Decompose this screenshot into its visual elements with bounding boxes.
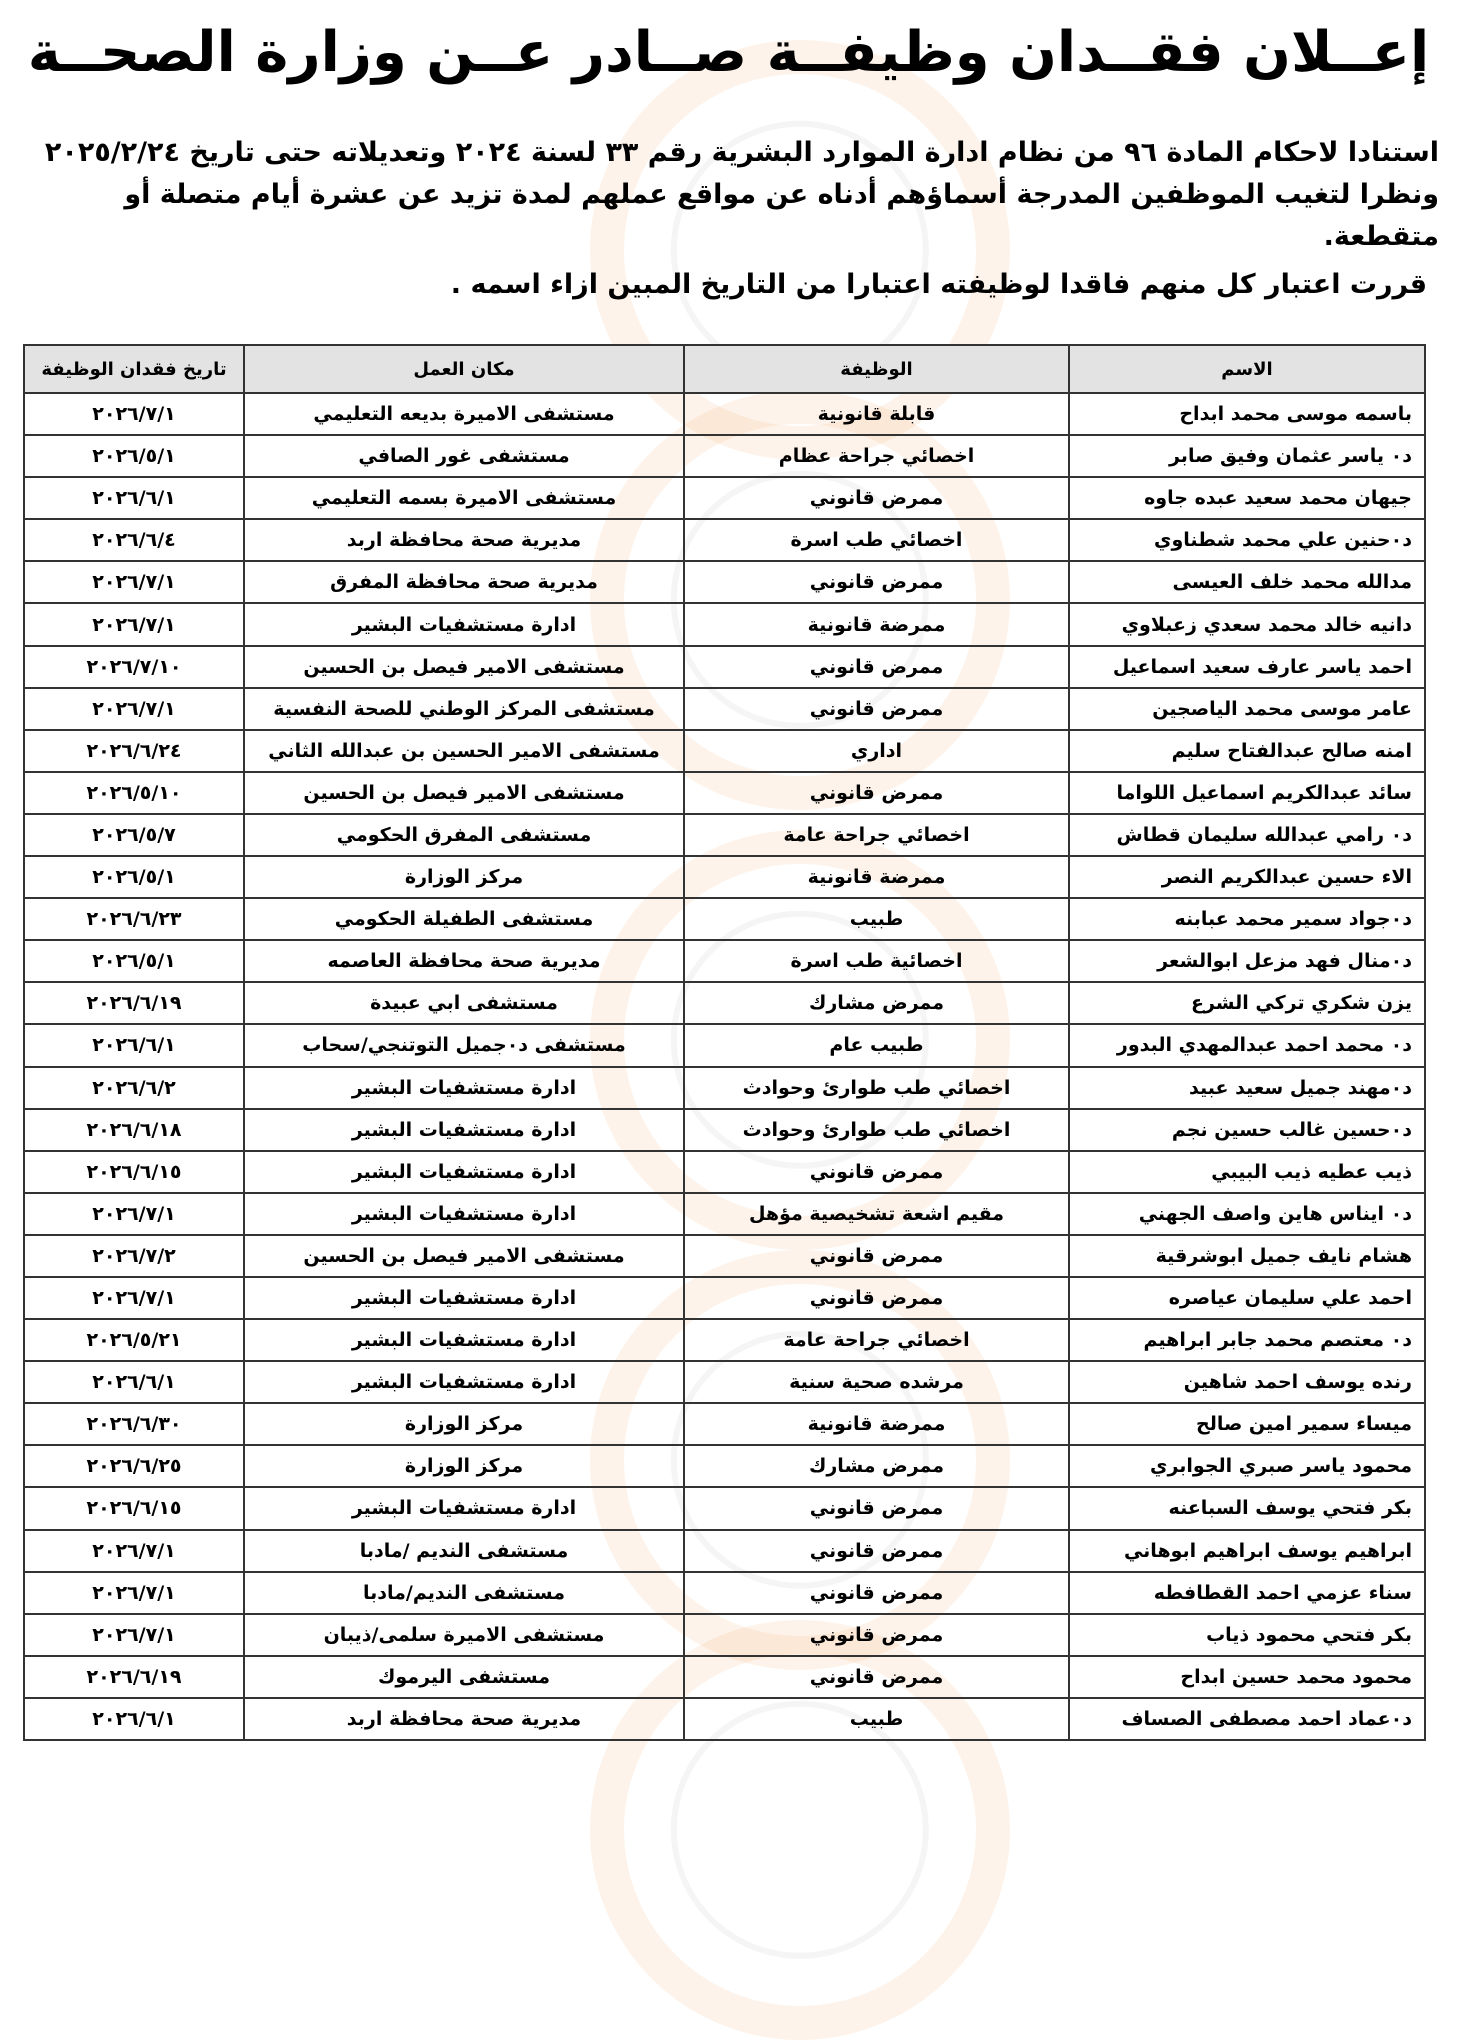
cell-name: د٠ ايناس هاين واصف الجهني xyxy=(1069,1193,1425,1235)
table-row xyxy=(24,1109,1425,1151)
cell-job: طبيب xyxy=(684,1698,1069,1740)
table-row xyxy=(24,1361,1425,1403)
cell-job: مرشده صحية سنية xyxy=(684,1361,1069,1403)
cell-name: احمد ياسر عارف سعيد اسماعيل xyxy=(1069,646,1425,688)
cell-place: مستشفى اليرموك xyxy=(244,1656,684,1698)
cell-name: د٠حسين غالب حسين نجم xyxy=(1069,1109,1425,1151)
cell-date: ٢٠٢٦/٦/١٩ xyxy=(24,982,244,1024)
cell-job: ممرض قانوني xyxy=(684,646,1069,688)
cell-date: ٢٠٢٦/٧/١ xyxy=(24,1277,244,1319)
cell-date: ٢٠٢٦/٦/١ xyxy=(24,477,244,519)
cell-job: اخصائية طب اسرة xyxy=(684,940,1069,982)
cell-place: مركز الوزارة xyxy=(244,856,684,898)
table-header-row xyxy=(24,345,1425,393)
cell-job: اخصائي جراحة عظام xyxy=(684,435,1069,477)
cell-place: مستشفى د٠جميل التوتنجي/سحاب xyxy=(244,1024,684,1066)
cell-place: مستشفى النديم /مادبا xyxy=(244,1530,684,1572)
table-row xyxy=(24,1698,1425,1740)
cell-place: ادارة مستشفيات البشير xyxy=(244,1361,684,1403)
table-row xyxy=(24,561,1425,603)
cell-name: د٠ معتصم محمد جابر ابراهيم xyxy=(1069,1319,1425,1361)
cell-name: ذيب عطيه ذيب البيبي xyxy=(1069,1151,1425,1193)
cell-place: ادارة مستشفيات البشير xyxy=(244,1277,684,1319)
table-row xyxy=(24,1445,1425,1487)
cell-date: ٢٠٢٦/٥/١ xyxy=(24,856,244,898)
table-row xyxy=(24,898,1425,940)
table-row xyxy=(24,1024,1425,1066)
cell-name: باسمه موسى محمد ابداح xyxy=(1069,393,1425,435)
cell-name: د٠ محمد احمد عبدالمهدي البدور xyxy=(1069,1024,1425,1066)
cell-job: ممرض قانوني xyxy=(684,1151,1069,1193)
header-job: الوظيفة xyxy=(684,345,1069,393)
intro-line-2: ونظرا لتغيب الموظفين المدرجة أسماؤهم أدناه عن مواقع عملهم لمدة تزيد عن عشرة أيام متصلة أو متقطعة. xyxy=(124,179,1439,252)
cell-name: يزن شكري تركي الشرع xyxy=(1069,982,1425,1024)
cell-date: ٢٠٢٦/٦/٢٣ xyxy=(24,898,244,940)
cell-place: مديرية صحة محافظة اربد xyxy=(244,1698,684,1740)
table-row xyxy=(24,940,1425,982)
cell-date: ٢٠٢٦/٦/١٥ xyxy=(24,1487,244,1529)
cell-job: اداري xyxy=(684,730,1069,772)
cell-name: د٠ رامي عبدالله سليمان قطاش xyxy=(1069,814,1425,856)
cell-job: اخصائي طب طوارئ وحوادث xyxy=(684,1067,1069,1109)
cell-name: د٠جواد سمير محمد عبابنه xyxy=(1069,898,1425,940)
cell-name: د٠عماد احمد مصطفى الصساف xyxy=(1069,1698,1425,1740)
cell-date: ٢٠٢٦/٦/٢٤ xyxy=(24,730,244,772)
cell-place: ادارة مستشفيات البشير xyxy=(244,1067,684,1109)
cell-date: ٢٠٢٦/٧/١ xyxy=(24,1530,244,1572)
cell-place: مركز الوزارة xyxy=(244,1445,684,1487)
table-row xyxy=(24,393,1425,435)
table-row xyxy=(24,1403,1425,1445)
table-row xyxy=(24,1235,1425,1277)
table-row xyxy=(24,603,1425,645)
cell-date: ٢٠٢٦/٥/١ xyxy=(24,435,244,477)
table-row xyxy=(24,1656,1425,1698)
cell-place: مستشفى الامير الحسين بن عبدالله الثاني xyxy=(244,730,684,772)
cell-date: ٢٠٢٦/٥/٧ xyxy=(24,814,244,856)
cell-job: ممرضة قانونية xyxy=(684,856,1069,898)
cell-date: ٢٠٢٦/٦/٢٥ xyxy=(24,1445,244,1487)
cell-date: ٢٠٢٦/٦/١٨ xyxy=(24,1109,244,1151)
table-row xyxy=(24,646,1425,688)
header-name: الاسم xyxy=(1069,345,1425,393)
cell-name: احمد علي سليمان عياصره xyxy=(1069,1277,1425,1319)
cell-place: ادارة مستشفيات البشير xyxy=(244,603,684,645)
cell-name: امنه صالح عبدالفتاح سليم xyxy=(1069,730,1425,772)
employees-table xyxy=(23,344,1426,1741)
cell-place: ادارة مستشفيات البشير xyxy=(244,1193,684,1235)
header-place: مكان العمل xyxy=(244,345,684,393)
cell-date: ٢٠٢٦/٦/١ xyxy=(24,1024,244,1066)
cell-job: ممرض قانوني xyxy=(684,561,1069,603)
table-row xyxy=(24,1487,1425,1529)
cell-place: ادارة مستشفيات البشير xyxy=(244,1109,684,1151)
cell-job: ممرض مشارك xyxy=(684,982,1069,1024)
table-body xyxy=(24,393,1425,1740)
decision-text: قررت اعتبار كل منهم فاقدا لوظيفته اعتبارا من التاريخ المبين ازاء اسمه . xyxy=(450,269,1427,300)
cell-date: ٢٠٢٦/٦/٤ xyxy=(24,519,244,561)
cell-date: ٢٠٢٦/٧/١ xyxy=(24,1193,244,1235)
cell-date: ٢٠٢٦/٦/٣٠ xyxy=(24,1403,244,1445)
cell-date: ٢٠٢٦/٥/١ xyxy=(24,940,244,982)
table-row xyxy=(24,477,1425,519)
cell-place: مركز الوزارة xyxy=(244,1403,684,1445)
cell-place: مديرية صحة محافظة اربد xyxy=(244,519,684,561)
intro-line-1: استنادا لاحكام المادة ٩٦ من نظام ادارة الموارد البشرية رقم ٣٣ لسنة ٢٠٢٤ وتعديلاته حتى تاريخ ٢٠٢٥/٢/٢٤ xyxy=(44,137,1439,168)
cell-date: ٢٠٢٦/٧/١ xyxy=(24,1572,244,1614)
cell-job: ممرض قانوني xyxy=(684,477,1069,519)
header-date: تاريخ فقدان الوظيفة xyxy=(24,345,244,393)
cell-date: ٢٠٢٦/٦/١٩ xyxy=(24,1656,244,1698)
table-row xyxy=(24,1614,1425,1656)
cell-job: ممرضة قانونية xyxy=(684,603,1069,645)
cell-place: مستشفى الاميرة سلمى/ذيبان xyxy=(244,1614,684,1656)
cell-name: د٠مهند جميل سعيد عبيد xyxy=(1069,1067,1425,1109)
cell-job: اخصائي طب طوارئ وحوادث xyxy=(684,1109,1069,1151)
cell-name: ابراهيم يوسف ابراهيم ابوهاني xyxy=(1069,1530,1425,1572)
cell-job: ممرض قانوني xyxy=(684,1614,1069,1656)
cell-place: مستشفى الامير فيصل بن الحسين xyxy=(244,772,684,814)
table-row xyxy=(24,688,1425,730)
cell-place: مديرية صحة محافظة العاصمه xyxy=(244,940,684,982)
cell-place: ادارة مستشفيات البشير xyxy=(244,1151,684,1193)
cell-date: ٢٠٢٦/٧/١ xyxy=(24,688,244,730)
table-row xyxy=(24,1193,1425,1235)
cell-place: مستشفى غور الصافي xyxy=(244,435,684,477)
cell-name: عامر موسى محمد الياصجين xyxy=(1069,688,1425,730)
cell-job: طبيب عام xyxy=(684,1024,1069,1066)
cell-date: ٢٠٢٦/٦/٢ xyxy=(24,1067,244,1109)
cell-name: ميساء سمير امين صالح xyxy=(1069,1403,1425,1445)
table-row xyxy=(24,982,1425,1024)
cell-job: ممرض قانوني xyxy=(684,1530,1069,1572)
cell-job: اخصائي جراحة عامة xyxy=(684,1319,1069,1361)
employees-table-container xyxy=(25,344,1426,1741)
cell-name: بكر فتحي محمود ذياب xyxy=(1069,1614,1425,1656)
cell-place: مستشفى الامير فيصل بن الحسين xyxy=(244,1235,684,1277)
cell-place: مديرية صحة محافظة المفرق xyxy=(244,561,684,603)
table-row xyxy=(24,1530,1425,1572)
cell-name: دانيه خالد محمد سعدي زعبلاوي xyxy=(1069,603,1425,645)
cell-date: ٢٠٢٦/٦/١٥ xyxy=(24,1151,244,1193)
cell-job: ممرض قانوني xyxy=(684,688,1069,730)
cell-place: مستشفى الامير فيصل بن الحسين xyxy=(244,646,684,688)
cell-place: مستشفى الطفيلة الحكومي xyxy=(244,898,684,940)
cell-name: محمود محمد حسين ابداح xyxy=(1069,1656,1425,1698)
cell-name: رنده يوسف احمد شاهين xyxy=(1069,1361,1425,1403)
table-row xyxy=(24,1572,1425,1614)
cell-name: محمود ياسر صبري الجوابري xyxy=(1069,1445,1425,1487)
table-row xyxy=(24,1151,1425,1193)
cell-job: ممرض قانوني xyxy=(684,1235,1069,1277)
cell-place: مستشفى الاميرة بديعه التعليمي xyxy=(244,393,684,435)
cell-date: ٢٠٢٦/٧/١٠ xyxy=(24,646,244,688)
cell-place: ادارة مستشفيات البشير xyxy=(244,1319,684,1361)
cell-name: سائد عبدالكريم اسماعيل اللواما xyxy=(1069,772,1425,814)
cell-place: مستشفى الاميرة بسمه التعليمي xyxy=(244,477,684,519)
page-title: إعــلان فقــدان وظيفــة صــادر عــن وزارة الصحــة xyxy=(27,20,1430,85)
cell-name: الاء حسين عبدالكريم النصر xyxy=(1069,856,1425,898)
cell-job: مقيم اشعة تشخيصية مؤهل xyxy=(684,1193,1069,1235)
table-row xyxy=(24,856,1425,898)
cell-date: ٢٠٢٦/٧/١ xyxy=(24,603,244,645)
cell-job: ممرض قانوني xyxy=(684,1572,1069,1614)
cell-name: مدالله محمد خلف العيسى xyxy=(1069,561,1425,603)
cell-name: د٠حنين علي محمد شطناوي xyxy=(1069,519,1425,561)
cell-date: ٢٠٢٦/٧/١ xyxy=(24,1614,244,1656)
table-row xyxy=(24,730,1425,772)
cell-place: مستشفى ابي عبيدة xyxy=(244,982,684,1024)
cell-date: ٢٠٢٦/٧/١ xyxy=(24,561,244,603)
cell-date: ٢٠٢٦/٧/١ xyxy=(24,393,244,435)
cell-job: ممرض مشارك xyxy=(684,1445,1069,1487)
table-row xyxy=(24,1277,1425,1319)
cell-name: سناء عزمي احمد القطافطه xyxy=(1069,1572,1425,1614)
table-row xyxy=(24,772,1425,814)
cell-name: جيهان محمد سعيد عبده جاوه xyxy=(1069,477,1425,519)
cell-job: اخصائي جراحة عامة xyxy=(684,814,1069,856)
cell-date: ٢٠٢٦/٥/٢١ xyxy=(24,1319,244,1361)
cell-place: ادارة مستشفيات البشير xyxy=(244,1487,684,1529)
cell-place: مستشفى المفرق الحكومي xyxy=(244,814,684,856)
cell-job: ممرض قانوني xyxy=(684,1277,1069,1319)
cell-job: ممرض قانوني xyxy=(684,772,1069,814)
table-row xyxy=(24,814,1425,856)
cell-date: ٢٠٢٦/٥/١٠ xyxy=(24,772,244,814)
cell-name: هشام نايف جميل ابوشرقية xyxy=(1069,1235,1425,1277)
table-row xyxy=(24,519,1425,561)
cell-job: اخصائي طب اسرة xyxy=(684,519,1069,561)
cell-place: مستشفى النديم/مادبا xyxy=(244,1572,684,1614)
cell-job: ممرض قانوني xyxy=(684,1656,1069,1698)
cell-job: طبيب xyxy=(684,898,1069,940)
cell-name: د٠منال فهد مزعل ابوالشعر xyxy=(1069,940,1425,982)
table-row xyxy=(24,1067,1425,1109)
cell-job: قابلة قانونية xyxy=(684,393,1069,435)
table-row xyxy=(24,1319,1425,1361)
cell-date: ٢٠٢٦/٦/١ xyxy=(24,1361,244,1403)
cell-date: ٢٠٢٦/٦/١ xyxy=(24,1698,244,1740)
intro-paragraph xyxy=(19,132,1439,258)
cell-job: ممرضة قانونية xyxy=(684,1403,1069,1445)
cell-name: بكر فتحي يوسف السباعنه xyxy=(1069,1487,1425,1529)
cell-name: د٠ ياسر عثمان وفيق صابر xyxy=(1069,435,1425,477)
cell-job: ممرض قانوني xyxy=(684,1487,1069,1529)
cell-date: ٢٠٢٦/٧/٢ xyxy=(24,1235,244,1277)
cell-place: مستشفى المركز الوطني للصحة النفسية xyxy=(244,688,684,730)
table-row xyxy=(24,435,1425,477)
